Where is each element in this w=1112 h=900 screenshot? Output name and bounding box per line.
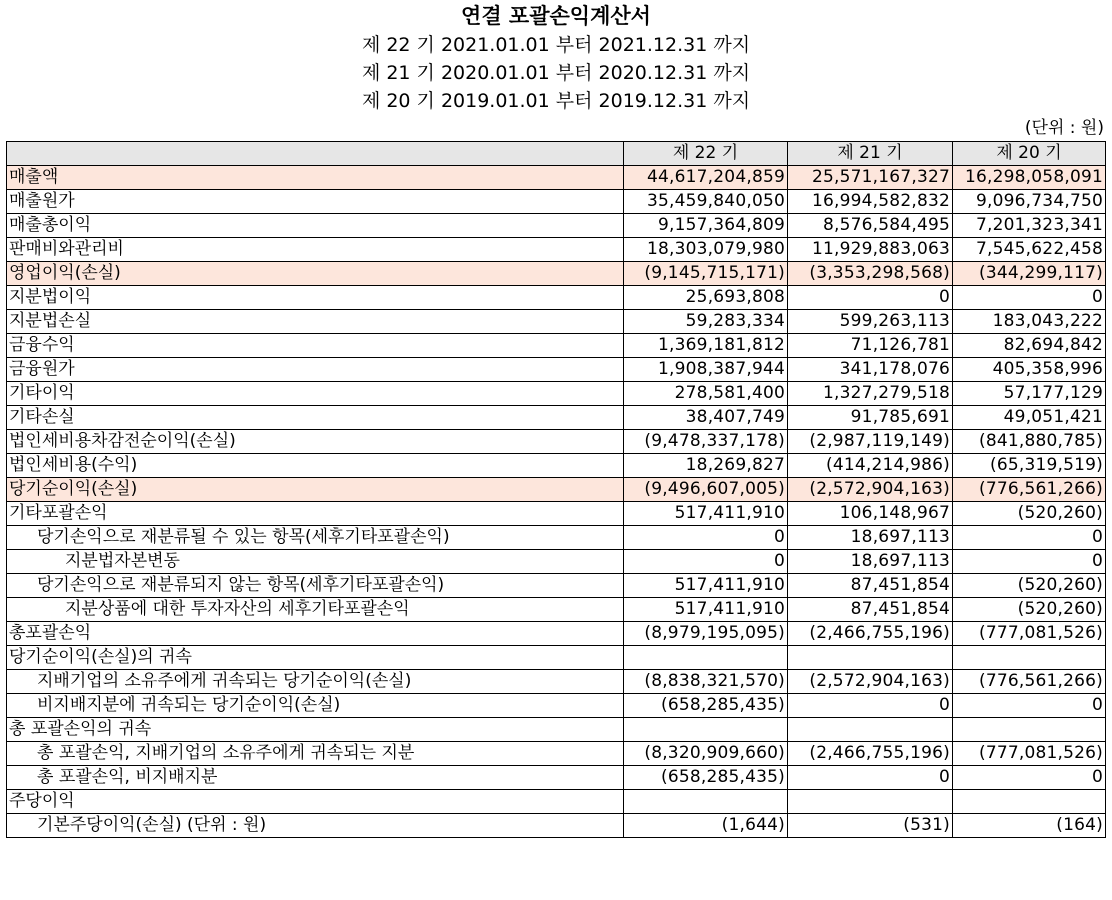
value-period-20: (65,319,519) [953,454,1106,478]
table-row [7,310,1106,334]
row-label: 매출액 [7,166,624,190]
value-period-21: 106,148,967 [788,502,953,526]
value-period-22: (8,838,321,570) [624,670,788,694]
value-period-21: 0 [788,694,953,718]
row-label: 기타포괄손익 [7,502,624,526]
value-period-20: 0 [953,550,1106,574]
value-period-21: 0 [788,766,953,790]
table-row [7,286,1106,310]
value-period-21: 599,263,113 [788,310,953,334]
value-period-20: 0 [953,286,1106,310]
row-label: 당기손익으로 재분류되지 않는 항목(세후기타포괄손익) [7,574,624,598]
value-period-22: 18,269,827 [624,454,788,478]
value-period-21: 1,327,279,518 [788,382,953,406]
period-line-22: 제 22 기 2021.01.01 부터 2021.12.31 까지 [361,34,751,56]
table-row [7,622,1106,646]
row-label: 지분법손실 [7,310,624,334]
value-period-22: 517,411,910 [624,598,788,622]
row-label: 지분법이익 [7,286,624,310]
row-label: 지분상품에 대한 투자자산의 세후기타포괄손익 [7,598,624,622]
value-period-22: 59,283,334 [624,310,788,334]
value-period-20: 7,545,622,458 [953,238,1106,262]
table-row [7,406,1106,430]
table-row [7,478,1106,502]
row-label: 당기손익으로 재분류될 수 있는 항목(세후기타포괄손익) [7,526,624,550]
table-row [7,190,1106,214]
table-row [7,262,1106,286]
header-account [7,142,624,166]
value-period-21 [788,718,953,742]
row-label: 기본주당이익(손실) (단위 : 원) [7,814,624,838]
value-period-22: (8,979,195,095) [624,622,788,646]
table-row [7,790,1106,814]
table-row [7,238,1106,262]
row-label: 법인세비용차감전순이익(손실) [7,430,624,454]
value-period-21: (531) [788,814,953,838]
row-label: 금융수익 [7,334,624,358]
value-period-22: (9,478,337,178) [624,430,788,454]
header-period-20: 제 20 기 [953,142,1106,166]
table-row [7,766,1106,790]
value-period-20: (344,299,117) [953,262,1106,286]
row-label: 총 포괄손익, 비지배지분 [7,766,624,790]
value-period-22: (9,496,607,005) [624,478,788,502]
value-period-20: 57,177,129 [953,382,1106,406]
value-period-22: 517,411,910 [624,502,788,526]
header-period-22: 제 22 기 [624,142,788,166]
value-period-20: 183,043,222 [953,310,1106,334]
row-label: 기타이익 [7,382,624,406]
unit-label: (단위 : 원) [1024,118,1104,138]
value-period-22: 0 [624,526,788,550]
value-period-21: (414,214,986) [788,454,953,478]
value-period-21: 25,571,167,327 [788,166,953,190]
header-period-21: 제 21 기 [788,142,953,166]
table-row [7,814,1106,838]
value-period-22: (8,320,909,660) [624,742,788,766]
value-period-22: 9,157,364,809 [624,214,788,238]
row-label: 기타손실 [7,406,624,430]
value-period-20: 7,201,323,341 [953,214,1106,238]
value-period-21: 18,697,113 [788,526,953,550]
value-period-22: 35,459,840,050 [624,190,788,214]
row-label: 비지배지분에 귀속되는 당기순이익(손실) [7,694,624,718]
table-row [7,502,1106,526]
value-period-21 [788,790,953,814]
value-period-21: 18,697,113 [788,550,953,574]
value-period-22: 44,617,204,859 [624,166,788,190]
value-period-20: 16,298,058,091 [953,166,1106,190]
value-period-20: 49,051,421 [953,406,1106,430]
table-row [7,670,1106,694]
income-statement-table [6,141,1106,838]
value-period-22: 1,908,387,944 [624,358,788,382]
table-row [7,646,1106,670]
value-period-20: 82,694,842 [953,334,1106,358]
row-label: 매출총이익 [7,214,624,238]
table-row [7,214,1106,238]
value-period-22: 0 [624,550,788,574]
row-label: 총 포괄손익의 귀속 [7,718,624,742]
value-period-21: 71,126,781 [788,334,953,358]
value-period-20: (520,260) [953,502,1106,526]
value-period-22: (658,285,435) [624,694,788,718]
value-period-22 [624,718,788,742]
value-period-22: 517,411,910 [624,574,788,598]
row-label: 판매비와관리비 [7,238,624,262]
value-period-21: (2,466,755,196) [788,622,953,646]
table-row [7,598,1106,622]
row-label: 영업이익(손실) [7,262,624,286]
value-period-22: 18,303,079,980 [624,238,788,262]
value-period-22: (658,285,435) [624,766,788,790]
value-period-21: 16,994,582,832 [788,190,953,214]
value-period-20: (777,081,526) [953,742,1106,766]
table-row [7,382,1106,406]
value-period-21: 0 [788,286,953,310]
table-row [7,166,1106,190]
value-period-22 [624,646,788,670]
value-period-20: (776,561,266) [953,478,1106,502]
value-period-21: 91,785,691 [788,406,953,430]
table-row [7,574,1106,598]
value-period-22: 1,369,181,812 [624,334,788,358]
value-period-22: 38,407,749 [624,406,788,430]
row-label: 당기순이익(손실)의 귀속 [7,646,624,670]
value-period-21: 87,451,854 [788,574,953,598]
value-period-21: 341,178,076 [788,358,953,382]
value-period-22: 25,693,808 [624,286,788,310]
row-label: 주당이익 [7,790,624,814]
value-period-20 [953,718,1106,742]
value-period-21 [788,646,953,670]
value-period-21: 8,576,584,495 [788,214,953,238]
table-row [7,718,1106,742]
value-period-20: (776,561,266) [953,670,1106,694]
value-period-22: (9,145,715,171) [624,262,788,286]
row-label: 법인세비용(수익) [7,454,624,478]
value-period-20: 405,358,996 [953,358,1106,382]
value-period-22: (1,644) [624,814,788,838]
value-period-22: 278,581,400 [624,382,788,406]
row-label: 매출원가 [7,190,624,214]
value-period-20: 0 [953,694,1106,718]
value-period-21: (3,353,298,568) [788,262,953,286]
table-row [7,334,1106,358]
value-period-21: (2,987,119,149) [788,430,953,454]
row-label: 지배기업의 소유주에게 귀속되는 당기순이익(손실) [7,670,624,694]
value-period-20: (164) [953,814,1106,838]
table-row [7,526,1106,550]
table-header-row [7,142,1106,166]
statement-title: 연결 포괄손익계산서 [461,4,651,28]
value-period-21: (2,572,904,163) [788,478,953,502]
value-period-20 [953,790,1106,814]
table-row [7,430,1106,454]
value-period-20: (777,081,526) [953,622,1106,646]
table-row [7,454,1106,478]
row-label: 당기순이익(손실) [7,478,624,502]
value-period-20: 0 [953,526,1106,550]
value-period-21: (2,466,755,196) [788,742,953,766]
value-period-20 [953,646,1106,670]
row-label: 총포괄손익 [7,622,624,646]
row-label: 금융원가 [7,358,624,382]
table-row [7,550,1106,574]
value-period-20: (520,260) [953,598,1106,622]
period-line-21: 제 21 기 2020.01.01 부터 2020.12.31 까지 [361,62,751,84]
table-row [7,358,1106,382]
row-label: 총 포괄손익, 지배기업의 소유주에게 귀속되는 지분 [7,742,624,766]
period-line-20: 제 20 기 2019.01.01 부터 2019.12.31 까지 [361,90,751,112]
table-row [7,694,1106,718]
value-period-20: 9,096,734,750 [953,190,1106,214]
value-period-21: 87,451,854 [788,598,953,622]
value-period-20: (520,260) [953,574,1106,598]
table-row [7,742,1106,766]
value-period-21: 11,929,883,063 [788,238,953,262]
value-period-20: 0 [953,766,1106,790]
value-period-22 [624,790,788,814]
value-period-20: (841,880,785) [953,430,1106,454]
value-period-21: (2,572,904,163) [788,670,953,694]
row-label: 지분법자본변동 [7,550,624,574]
